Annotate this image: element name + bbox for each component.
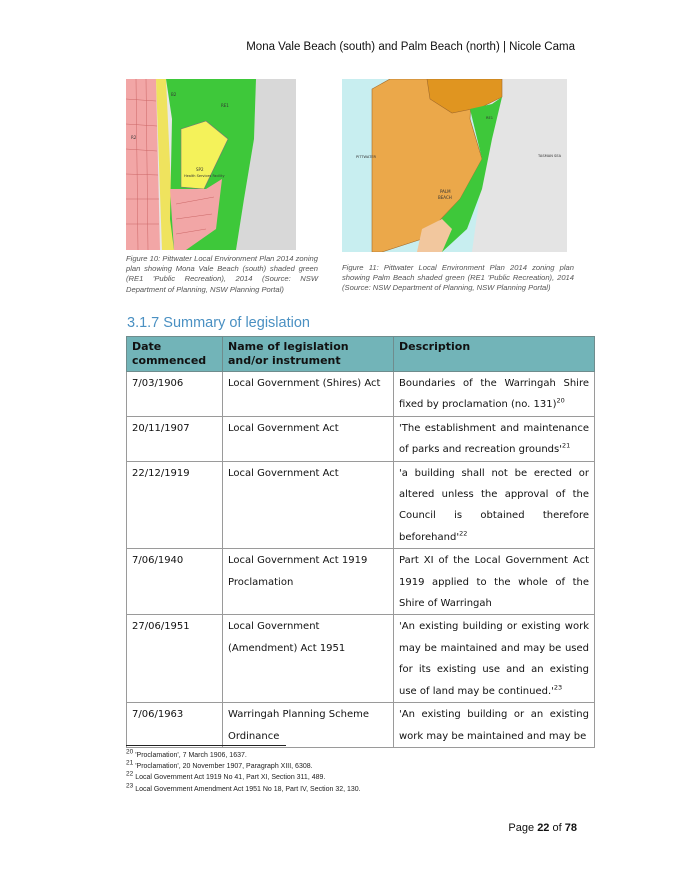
figure-11-zoning-map xyxy=(342,79,567,252)
cell-name: Local Government Act 1919 Proclamation xyxy=(223,549,394,615)
footnote-ref: 23 xyxy=(553,683,563,692)
table-row xyxy=(127,461,595,549)
svg-text:SP2: SP2 xyxy=(196,167,204,172)
running-header: Mona Vale Beach (south) and Palm Beach (north) | Nicole Cama xyxy=(246,41,575,53)
header-description: Description xyxy=(394,337,595,372)
svg-text:Health Services Facility: Health Services Facility xyxy=(184,174,225,178)
footnotes xyxy=(126,750,361,795)
cell-description: 'a building shall not be erected or altered unless the approval of the Council is obtained therefore $beforehand'^{22}$ xyxy=(394,461,595,549)
footnote-ref: 22 xyxy=(459,529,468,538)
cell-date: 7/06/1940 xyxy=(127,549,223,615)
total-pages: 78 xyxy=(564,822,577,834)
cell-name: Warringah Planning Scheme Ordinance xyxy=(223,703,394,748)
current-page: 22 xyxy=(537,822,550,834)
footnote-ref: 21 xyxy=(561,441,571,450)
section-title: 3.1.7 Summary of legislation xyxy=(127,315,310,331)
table-row xyxy=(127,372,595,417)
cell-date: 27/06/1951 xyxy=(127,615,223,703)
footnote: $^{20}$ 'Proclamation', 7 March 1906, 1637. xyxy=(126,748,247,759)
svg-text:B2: B2 xyxy=(171,92,177,97)
cell-date: 7/06/1963 xyxy=(127,703,223,748)
zoning-map-palm-beach xyxy=(342,79,567,252)
page-number: Page 22 of 78 xyxy=(508,822,577,834)
footnote: $^{22}$ Local Government Act 1919 No 41, Part XI, Section 311, 489. xyxy=(126,771,326,782)
table-header-row xyxy=(127,337,595,372)
svg-text:RE1: RE1 xyxy=(486,116,494,120)
cell-description: Part XI of the Local Government Act 1919 applied to the whole of the Shire of Warringah xyxy=(394,549,595,615)
svg-text:BEACH: BEACH xyxy=(438,195,452,200)
table-row xyxy=(127,416,595,461)
header-date: Date commenced xyxy=(127,337,223,372)
zoning-map-mona-vale xyxy=(126,79,296,250)
footnote: $^{21}$ 'Proclamation', 20 November 1907, Paragraph XIII, 6308. xyxy=(126,759,313,771)
cell-date: 7/03/1906 xyxy=(127,372,223,417)
cell-date: 20/11/1907 xyxy=(127,416,223,461)
figure-10-caption: Figure 10: Pittwater Local Environment Plan 2014 zoning plan showing Mona Vale Beach (south) shaded green (RE1 'Public Recreation), 2014 (Source: NSW Department of Planning, NSW Planning Portal) xyxy=(126,254,318,294)
header-name: Name of legislation and/or instrument xyxy=(223,337,394,372)
svg-text:TASMAN SEA: TASMAN SEA xyxy=(538,154,562,158)
figure-11-caption: Figure 11: Pittwater Local Environment Plan 2014 zoning plan showing Palm Beach shaded green (RE1 'Public Recreation), 2014 (Source: NSW Department of Planning, NSW Planning Portal) xyxy=(342,263,574,293)
cell-description: 'An existing building or existing work may be maintained and may be used for its existing use and an existing use of land may be $continued.'^{23}$ xyxy=(394,615,595,703)
svg-text:RE1: RE1 xyxy=(221,103,229,108)
table-row xyxy=(127,549,595,615)
figure-10-zoning-map xyxy=(126,79,296,250)
svg-text:R2: R2 xyxy=(131,135,137,140)
cell-description: Boundaries of the Warringah Shire fixed by proclamation (no. 131)$^{20}$ xyxy=(394,372,595,417)
footnote: $^{23}$ Local Government Amendment Act 1951 No 18, Part IV, Section 32, 130. xyxy=(126,782,361,793)
legislation-table xyxy=(126,336,595,748)
cell-name: Local Government Act xyxy=(223,461,394,549)
footnote-ref: 20 xyxy=(556,397,565,406)
cell-description: 'An existing building or an existing work may be maintained and may be xyxy=(394,703,595,748)
cell-date: 22/12/1919 xyxy=(127,461,223,549)
cell-name: Local Government Act xyxy=(223,416,394,461)
table-row xyxy=(127,615,595,703)
cell-name: Local Government (Amendment) Act 1951 xyxy=(223,615,394,703)
cell-description: 'The establishment and maintenance of parks and recreation $grounds'^{21}$ xyxy=(394,416,595,461)
svg-text:PALM: PALM xyxy=(440,189,451,194)
cell-name: Local Government (Shires) Act xyxy=(223,372,394,417)
svg-text:PITTWATER: PITTWATER xyxy=(356,155,377,159)
table-row xyxy=(127,703,595,748)
footnote-divider xyxy=(126,745,286,746)
